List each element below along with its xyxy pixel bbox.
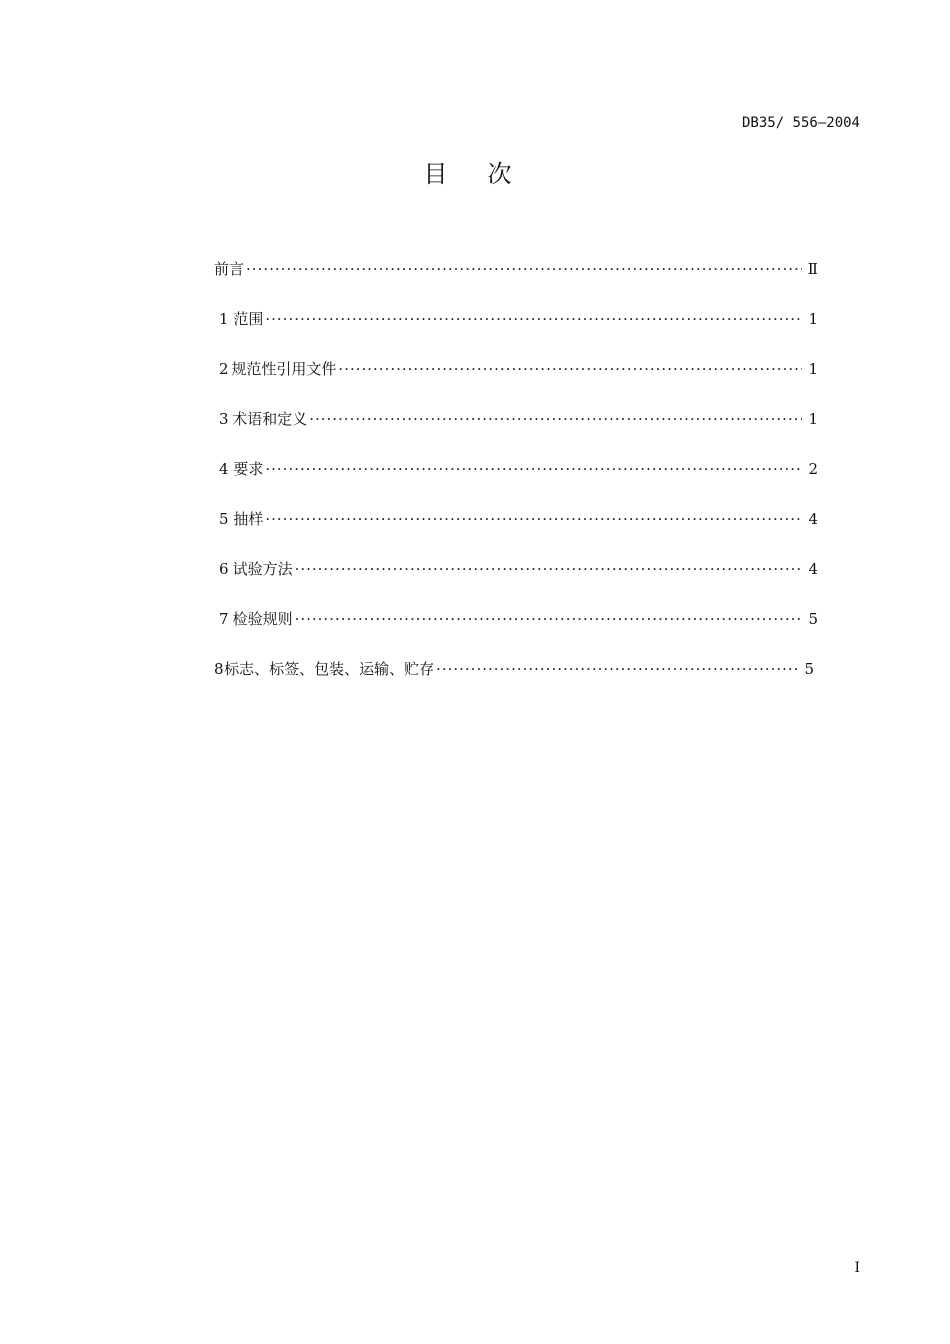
toc-entry-page: 5 [808, 610, 818, 628]
toc-entry-label: 抽样 [233, 510, 264, 528]
toc-entry-number: 2 [219, 360, 229, 378]
toc-entry-terms-definitions[interactable] [214, 408, 818, 458]
toc-entry-number: 6 [219, 560, 229, 578]
toc-entry-label: 前言 [214, 260, 245, 278]
toc-entry-page: 2 [808, 460, 818, 478]
toc-entry-number: 8 [214, 660, 224, 678]
toc-dot-leader [295, 560, 802, 578]
toc-entry-page: Ⅱ [807, 260, 818, 278]
toc-dot-leader [436, 660, 798, 678]
toc-entry-marking-packaging[interactable] [214, 658, 818, 708]
toc-entry-test-methods[interactable] [214, 558, 818, 608]
table-of-contents [214, 258, 818, 708]
toc-entry-label: 要求 [233, 460, 264, 478]
toc-entry-preface[interactable] [214, 258, 818, 308]
toc-entry-scope[interactable] [214, 308, 818, 358]
toc-entry-number: 4 [219, 460, 229, 478]
toc-entry-page: 4 [808, 510, 818, 528]
toc-dot-leader [265, 310, 802, 328]
toc-title: 目次 [423, 160, 552, 188]
toc-entry-label: 术语和定义 [232, 410, 308, 428]
toc-entry-sampling[interactable] [214, 508, 818, 558]
toc-dot-leader [338, 360, 802, 378]
toc-entry-page: 4 [808, 560, 818, 578]
toc-entry-label: 检验规则 [232, 610, 293, 628]
toc-entry-normative-references[interactable] [214, 358, 818, 408]
toc-entry-number: 3 [219, 410, 229, 428]
toc-entry-number: 7 [219, 610, 229, 628]
toc-entry-label: 试验方法 [232, 560, 293, 578]
toc-dot-leader [265, 460, 802, 478]
toc-dot-leader [246, 260, 802, 278]
toc-dot-leader [309, 410, 802, 428]
toc-entry-page: 1 [808, 360, 818, 378]
document-code: DB35/ 556—2004 [741, 115, 860, 131]
toc-dot-leader [265, 510, 802, 528]
toc-entry-label: 规范性引用文件 [231, 360, 337, 378]
toc-entry-page: 5 [804, 660, 814, 678]
toc-entry-page: 1 [808, 410, 818, 428]
toc-entry-label: 标志、标签、包装、运输、贮存 [224, 660, 435, 678]
toc-entry-page: 1 [808, 310, 818, 328]
toc-entry-number: 1 [219, 310, 229, 328]
toc-entry-requirements[interactable] [214, 458, 818, 508]
toc-entry-inspection-rules[interactable] [214, 608, 818, 658]
page-number: I [854, 1260, 860, 1276]
toc-entry-label: 范围 [233, 310, 264, 328]
toc-dot-leader [295, 610, 802, 628]
toc-entry-number: 5 [219, 510, 229, 528]
